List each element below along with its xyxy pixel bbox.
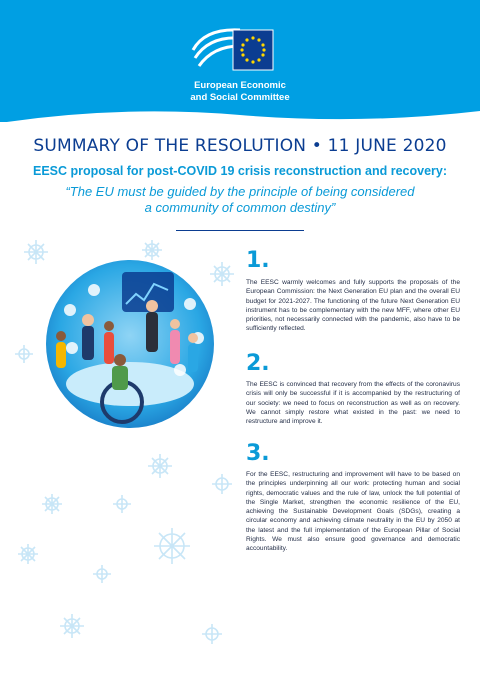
section-1-number: 1. xyxy=(246,248,270,273)
section-1-text: The EESC warmly welcomes and fully supports the proposals of the European Commission: the Next Generation EU plan and the overall EU budget for 2021-2027. The functioning of the future Next Generation EU instrument has to be complementary with the new MFF, where other EU priorities, not necessarily connected with the pandemic, also have to be sufficiently reflected. xyxy=(246,279,460,333)
recovery-illustration xyxy=(12,234,246,654)
eesc-logo xyxy=(185,20,295,80)
quote-line-2: a community of common destiny” xyxy=(144,200,336,215)
organisation-name xyxy=(0,80,480,104)
quote-line-1: “The EU must be guided by the principle of being considered xyxy=(65,184,415,199)
section-3-text: For the EESC, restructuring and improvement will have to be based on the principles underpinning all our work: protecting human and social rights, democratic values and the rule of law, unlock the full potential of the Single Market, strengthen the economic resilience of the EU, achieving the Sustainable Development Goals (SDGs), creating a circular economy and achieving climate neutrality in the EU by 2050 at the latest and the full implementation of the European Pillar of Social Rights. We must also ensure good governance and democratic accountability. xyxy=(246,471,460,553)
header-wave xyxy=(0,105,480,122)
title-divider xyxy=(176,230,304,231)
summary-title: SUMMARY OF THE RESOLUTION • 11 JUNE 2020 xyxy=(33,136,447,156)
section-3-number: 3. xyxy=(246,441,270,466)
header-banner xyxy=(0,0,480,122)
section-2-number: 2. xyxy=(246,351,270,376)
section-2-text: The EESC is convinced that recovery from the effects of the coronavirus crisis will only be successful if it is accompanied by the restructuring of our society: we need to focus on reconstruction as well as on recovery. We cannot simply restore what existed in the past: we need to restructure and improve it. xyxy=(246,381,460,426)
resolution-subtitle: EESC proposal for post-COVID 19 crisis reconstruction and recovery: xyxy=(33,164,447,178)
org-line-2: and Social Committee xyxy=(190,92,290,103)
org-line-1: European Economic xyxy=(194,80,286,91)
globe-scene xyxy=(46,260,214,428)
key-quote xyxy=(40,184,440,216)
